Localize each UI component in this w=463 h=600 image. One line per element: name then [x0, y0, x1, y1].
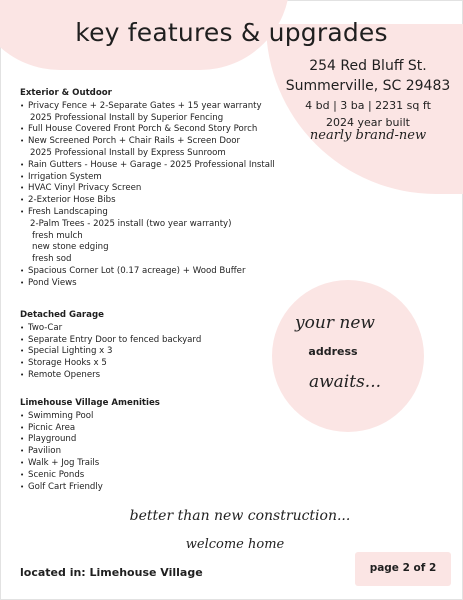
list-item-detail: 2-Palm Trees - 2025 install (two year warranty) [30, 218, 232, 229]
list-item: • Playground [20, 434, 160, 446]
list-item: • Separate Entry Door to fenced backyard [20, 335, 201, 347]
list-item: • New Screened Porch + Chair Rails + Screen Door [20, 136, 275, 148]
amenities-heading: Limehouse Village Amenities [20, 398, 160, 408]
garage-section [20, 310, 201, 382]
exterior-heading: Exterior & Outdoor [20, 88, 112, 98]
list-item: • Pavilion [20, 446, 160, 458]
location-label: located in: Limehouse Village [20, 566, 203, 579]
list-item-detail: fresh sod [32, 254, 72, 265]
callout-awaits: awaits... [308, 372, 382, 392]
list-item: • Privacy Fence + 2-Separate Gates + 15 year warranty [20, 101, 275, 113]
list-item: • Irrigation System [20, 172, 275, 184]
list-item-detail: fresh mulch [32, 230, 83, 241]
list-item: • HVAC Vinyl Privacy Screen [20, 183, 275, 195]
exterior-section [20, 88, 275, 290]
slogan-welcome-home: welcome home [185, 537, 285, 552]
list-item-detail: new stone edging [32, 242, 109, 253]
property-tagline: nearly brand-new [309, 128, 427, 143]
list-item: • Walk + Jog Trails [20, 458, 160, 470]
list-item: • Golf Cart Friendly [20, 482, 160, 494]
list-item: • Full House Covered Front Porch & Second Story Porch [20, 124, 275, 136]
list-item: • Two-Car [20, 323, 201, 335]
list-item-detail: 2025 Professional Install by Superior Fencing [30, 112, 224, 123]
page-number: page 2 of 2 [369, 562, 437, 574]
list-item: • Storage Hooks x 5 [20, 358, 201, 370]
list-item: • Special Lighting x 3 [20, 346, 201, 358]
callout-address: address [308, 345, 358, 358]
list-item: • Pond Views [20, 278, 275, 290]
list-item: • Fresh Landscaping [20, 207, 275, 219]
amenities-section [20, 398, 160, 493]
list-item: • Swimming Pool [20, 411, 160, 423]
callout-your-new: your new [295, 313, 375, 333]
list-item: • Spacious Corner Lot (0.17 acreage) + Wood Buffer [20, 266, 275, 278]
property-street: 254 Red Bluff St. [309, 58, 427, 74]
property-specs: 4 bd | 3 ba | 2231 sq ft [305, 99, 431, 112]
slogan-better-than-new: better than new construction... [129, 508, 351, 524]
property-city: Summerville, SC 29483 [285, 78, 451, 94]
property-year-built: 2024 year built [326, 116, 410, 129]
list-item: • Remote Openers [20, 370, 201, 382]
list-item: • Rain Gutters - House + Garage - 2025 Professional Install [20, 160, 275, 172]
list-item: • 2-Exterior Hose Bibs [20, 195, 275, 207]
garage-heading: Detached Garage [20, 310, 104, 320]
list-item-detail: 2025 Professional Install by Express Sunroom [30, 147, 226, 158]
page-title: key features & upgrades [75, 18, 388, 47]
list-item: • Picnic Area [20, 423, 160, 435]
list-item: • Scenic Ponds [20, 470, 160, 482]
